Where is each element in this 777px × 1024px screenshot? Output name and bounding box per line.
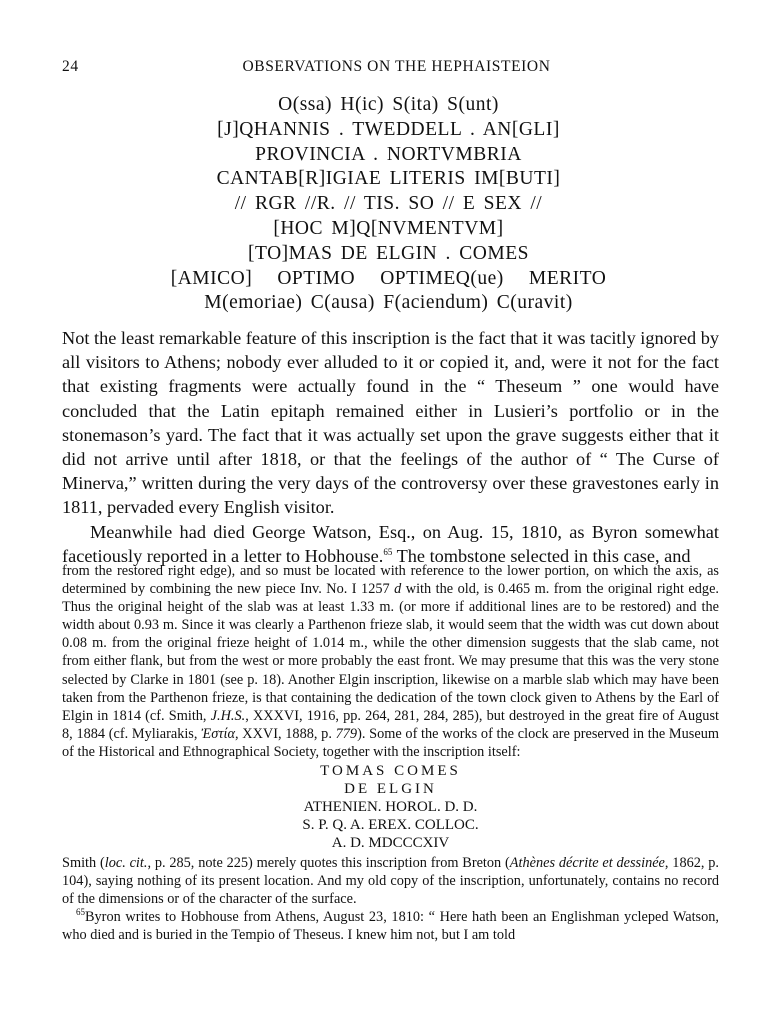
footnote-text: Byron writes to Hobhouse from Athens, August 23, 1810: “ Here hath been an Englishman ycleped Watson, who died and is buried in the Tempio of Theseus. I knew him not, but I am told bbox=[62, 908, 719, 943]
inscription-line: O(ssa) H(ic) S(ita) S(unt) bbox=[278, 94, 499, 115]
footnote-after-inscription bbox=[62, 854, 719, 908]
inscription-line: [HOC M]Q[NVMENTVM] bbox=[273, 217, 504, 239]
footnote-italic: d bbox=[394, 581, 402, 598]
page-number: 24 bbox=[62, 58, 79, 75]
inscription-line: M(emoriae) C(ausa) F(aciendum) C(uravit) bbox=[204, 292, 573, 314]
latin-epitaph-inscription bbox=[0, 93, 777, 316]
footnote-ref-65: 65 bbox=[383, 546, 393, 557]
paragraph-watson-text-end: The tombstone selected in this case, and bbox=[392, 545, 691, 566]
footnote-text: , 1862, p. 104), saying nothing of its present location. And my old copy of the inscription, unfortunately, contains no record of the dimensions or of the character of the surface. bbox=[62, 854, 720, 907]
footnote-italic-journal: J.H.S. bbox=[210, 707, 246, 724]
footnote-italic-book-title: Athènes décrite et dessinée bbox=[509, 854, 665, 871]
footnote-marker-65: 65 bbox=[76, 907, 85, 918]
inscription-line: PROVINCIA . NORTVMBRIA bbox=[255, 143, 522, 165]
footnote-65 bbox=[62, 908, 719, 944]
footnote-italic: 779 bbox=[335, 725, 358, 742]
page-header bbox=[62, 58, 719, 76]
footnote-text: from the restored right edge), and so must be located with reference to the lower portion, on which the axis, as determined by combining the new piece Inv. No. I 1257 bbox=[62, 563, 719, 598]
paragraph-watson bbox=[62, 520, 719, 568]
clock-inscription-line: TOMAS COMES bbox=[320, 763, 461, 780]
clock-inscription-line: ATHENIEN. HOROL. D. D. bbox=[303, 799, 478, 816]
footnote-continued bbox=[62, 562, 719, 761]
footnote-italic: loc. cit. bbox=[104, 854, 148, 871]
paragraph-watson-text: Meanwhile had died George Watson, Esq., on Aug. 15, 1810, as Byron somewhat facetiously reported in a letter to Hobhouse. bbox=[62, 521, 719, 566]
clock-inscription-line: A. D. MDCCCXIV bbox=[331, 835, 450, 852]
clock-inscription-line: DE ELGIN bbox=[344, 781, 437, 798]
footnote-text: , p. 285, note 225) merely quotes this inscription from Breton ( bbox=[147, 854, 510, 871]
inscription-line: [J]QHANNIS . TWEDDELL . AN[GLI] bbox=[217, 118, 560, 140]
running-title: OBSERVATIONS ON THE HEPHAISTEION bbox=[242, 58, 551, 75]
body-text bbox=[62, 326, 719, 568]
footnote-text: ). Some of the works of the clock are preserved in the Museum of the Historical and Ethnographical Society, together with the inscription itself: bbox=[62, 725, 719, 760]
inscription-line: [AMICO] OPTIMO OPTIMEQ(ue) MERITO bbox=[170, 267, 607, 289]
footnotes bbox=[62, 562, 719, 944]
paragraph-inscription-ignored: Not the least remarkable feature of this inscription is the fact that it was tacitly ignored by all visitors to Athens; nobody ever alluded to it or copied it, and, were it not for the fact that existing fragments were actually found in the “ Theseum ” one would have concluded that the Latin epitaph remained either in Lusieri’s portfolio or in the stonemason’s yard. The fact that it was actually set upon the grave suggests either that it did not arrive until after 1818, or that the feelings of the author of “ The Curse of Minerva,” written during the very days of the controversy over these gravestones early in 1811, pervaded every English visitor. bbox=[62, 328, 719, 518]
inscription-line: // RGR //R. // TIS. SO // E SEX // bbox=[234, 193, 543, 215]
footnote-text: Smith ( bbox=[62, 854, 105, 871]
footnote-text: with the old, is 0.465 m. from the original right edge. Thus the original height of the slab was at least 1.33 m. (or more if additional lines are to be restored) and the width about 0.93 m. Since it was clearly a Parthenon frieze slab, it would seem that the width was cut down about 0.08 m. from the original frieze height of 1.014 m., while the other dimension suggests that the slab came, not from either flank, but from the west or more probably the east front. We may presume that this was the very stone selected by Clarke in 1801 (see p. 18). Another Elgin inscription, likewise on a marble slab which may have been taken from the Parthenon frieze, is that containing the dedication of the town clock given to Athens by the Earl of Elgin in 1814 (cf. Smith, bbox=[62, 581, 719, 724]
footnote-text: , XXXVI, 1916, pp. 264, 281, 284, 285), but destroyed in the great fire of August 8, 1884 (cf. Myliarakis, bbox=[62, 707, 719, 742]
inscription-line: CANTAB[R]IGIAE LITERIS IM[BUTI] bbox=[216, 168, 561, 190]
footnote-italic-greek-title: Ἐστία bbox=[201, 725, 235, 742]
inscription-line: [TO]MAS DE ELGIN . COMES bbox=[248, 242, 529, 264]
clock-inscription-line: S. P. Q. A. EREX. COLLOC. bbox=[302, 817, 479, 834]
footnote-text: , XXVI, 1888, p. bbox=[234, 725, 336, 742]
clock-inscription bbox=[62, 762, 719, 852]
